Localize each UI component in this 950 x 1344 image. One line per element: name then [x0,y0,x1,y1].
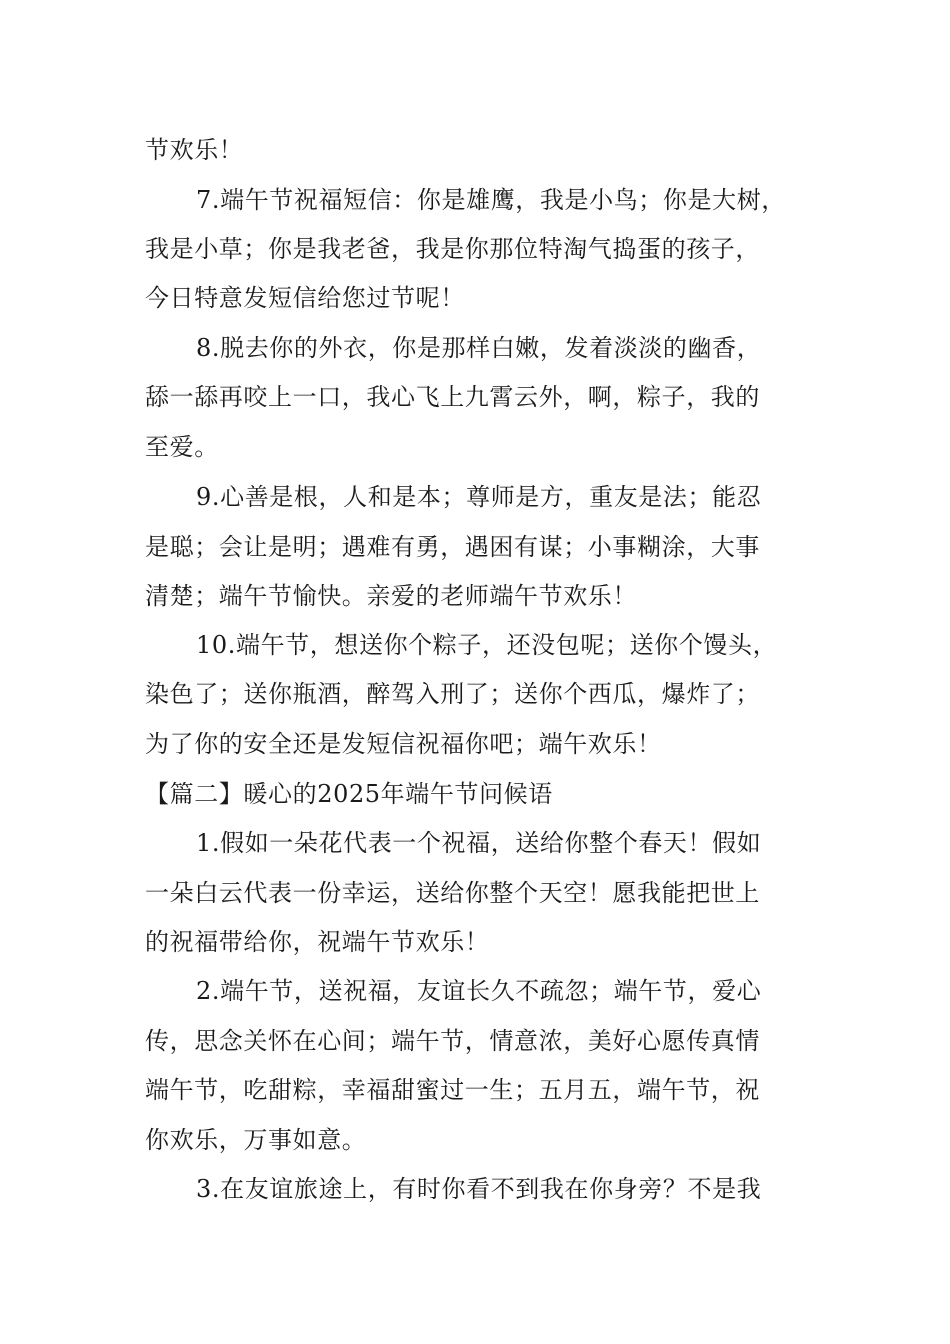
list-item-2-line-2: 传，思念关怀在心间；端午节，情意浓，美好心愿传真情 [145,1027,760,1055]
list-item-7-line-2: 我是小草；你是我老爸，我是你那位特淘气捣蛋的孩子， [145,235,760,263]
list-item-8-line-1: 8.脱去你的外衣，你是那样白嫩，发着淡淡的幽香， [196,334,762,362]
list-item-7-line-3: 今日特意发短信给您过节呢！ [145,284,465,312]
section-heading: 【篇二】暖心的2025年端午节问候语 [145,780,553,808]
list-item-2-line-1: 2.端午节，送祝福，友谊长久不疏忽；端午节，爱心 [196,977,762,1005]
text-line: 节欢乐！ [145,136,244,164]
list-item-1-line-1: 1.假如一朵花代表一个祝福，送给你整个春天！假如 [196,829,762,857]
list-item-10-line-1: 10.端午节，想送你个粽子，还没包呢；送你个馒头， [196,631,778,659]
list-item-9-line-3: 清楚；端午节愉快。亲爱的老师端午节欢乐！ [145,582,637,610]
list-item-2-line-4: 你欢乐，万事如意。 [145,1126,367,1154]
list-item-7-line-1: 7.端午节祝福短信：你是雄鹰，我是小鸟；你是大树， [196,186,786,214]
list-item-3-line-1: 3.在友谊旅途上，有时你看不到我在你身旁？不是我 [196,1175,762,1203]
list-item-10-line-2: 染色了；送你瓶酒，醉驾入刑了；送你个西瓜，爆炸了； [145,680,760,708]
list-item-9-line-2: 是聪；会让是明；遇难有勇，遇困有谋；小事糊涂，大事 [145,533,760,561]
list-item-2-line-3: 端午节，吃甜粽，幸福甜蜜过一生；五月五，端午节，祝 [145,1076,760,1104]
list-item-8-line-2: 舔一舔再咬上一口，我心飞上九霄云外，啊，粽子，我的 [145,383,760,411]
list-item-8-line-3: 至爱。 [145,433,219,461]
list-item-9-line-1: 9.心善是根，人和是本；尊师是方，重友是法；能忍 [196,483,762,511]
list-item-10-line-3: 为了你的安全还是发短信祝福你吧；端午欢乐！ [145,730,662,758]
list-item-1-line-2: 一朵白云代表一份幸运，送给你整个天空！愿我能把世上 [145,879,760,907]
list-item-1-line-3: 的祝福带给你，祝端午节欢乐！ [145,928,490,956]
